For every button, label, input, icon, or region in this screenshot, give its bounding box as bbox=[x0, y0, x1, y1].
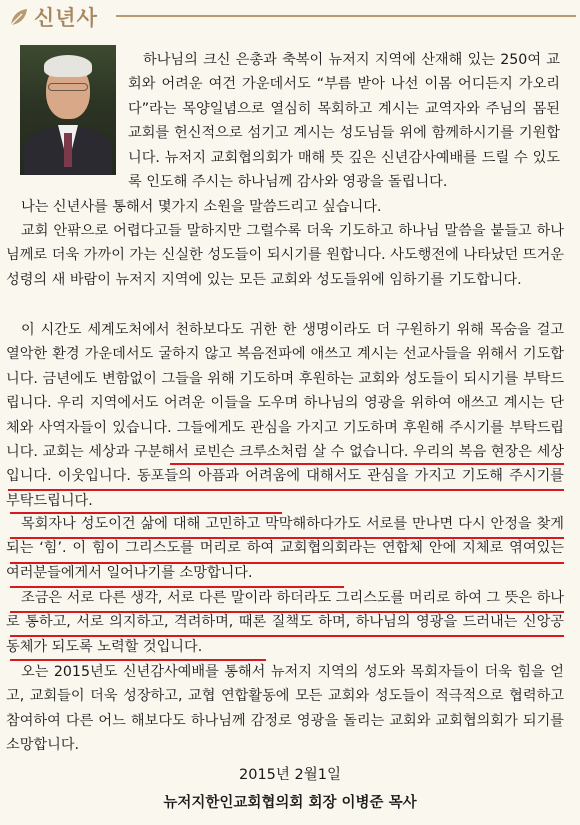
letter-date: 2015년 2월1일 bbox=[239, 767, 341, 783]
underline-mark bbox=[10, 537, 564, 539]
paragraph-community: 조금은 서로 다른 생각, 서로 다른 말이라 하더라도 그리스도를 머리로 하여 그 뜻은 하나로 통하고, 서로 의지하고, 격려하며, 때론 질책도 하며, 하나님의 영광을 드러내는 신앙공동체가 되도록 노력할 것입니다. bbox=[6, 590, 564, 655]
paragraph-prayer: 교회 안팎으로 어렵다고들 말하지만 그럴수록 더욱 기도하고 하나님 말씀을 붙들고 하나님께로 더욱 가까이 가는 신실한 성도들이 되시기를 원합니다. 사도행전에 나타났던 뜨거운 성령의 새 바람이 뉴저지 지역에 있는 모든 교회와 성도들위에 임하기를 기도합니다. bbox=[6, 223, 564, 288]
underline-mark bbox=[10, 512, 282, 514]
underline-mark bbox=[10, 562, 564, 564]
leaf-icon bbox=[8, 6, 30, 28]
underline-mark bbox=[170, 463, 564, 465]
underline-mark bbox=[10, 586, 344, 588]
header-divider bbox=[116, 15, 576, 17]
header bbox=[0, 0, 580, 34]
paragraph-missionaries: 이 시간도 세계도처에서 천하보다도 귀한 한 생명이라도 더 구원하기 위해 목숨을 걸고 열악한 환경 가운데서도 굴하지 않고 복음전파에 애쓰고 계시는 선교사들을 위해서 기도합니다. 금년에도 변함없이 그들을 위해 기도하며 후원하는 교회와 성도들이 되시기를 부탁드립니다. 우리 지역에서도 어려운 이들을 도우며 하나님의 영광을 위하여 애쓰고 계시는 단체와 사역자들이 있습니다. 그들에게도 관심을 가지고 기도하며 후원해 주시기를 부탁드립니다. 교회는 세상과 구분해서 로빈슨 크루소처럼 살 수 없습니다. 우리의 복음 현장은 세상입니다. 이웃입니다. 동포들의 아픔과 어려움에 대해서도 관심을 가지고 기도해 주시기를 부탁드립니다. bbox=[6, 322, 564, 509]
signature: 뉴저지한인교회협의회 회장 이병준 목사 bbox=[163, 795, 417, 811]
author-portrait bbox=[20, 45, 116, 175]
underline-mark bbox=[10, 659, 266, 661]
paragraph-strength: 목회자나 성도이건 삶에 대해 고민하고 막막해하다가도 서로를 만나면 다시 안정을 찾게 되는 ‘힘’. 이 힘이 그리스도를 머리로 하여 교회협의회라는 연합체 안에 지체로 엮여있는 여러분들에게서 일어나기를 소망합니다. bbox=[6, 516, 564, 581]
page-title: 신년사 bbox=[34, 6, 98, 30]
paragraph-greeting: 하나님의 크신 은총과 축복이 뉴저지 지역에 산재해 있는 250여 교회와 어려운 여건 가운데서도 “부름 받아 나선 이몸 어디든지 가오리다”라는 목양일념으로 열심히 목회하고 계시는 교역자와 주님의 몸된 교회를 헌신적으로 섬기고 계시는 성도님들 위에 함께하시기를 기원합니다. 뉴저지 교회협의회가 매해 뜻 깊은 신년감사예배를 드릴 수 있도록 인도해 주시는 하나님께 감사와 영광을 돌립니다. bbox=[128, 52, 560, 191]
paragraph-intro: 나는 신년사를 통해서 몇가지 소원을 말씀드리고 싶습니다. bbox=[21, 199, 382, 215]
paragraph-hope: 오는 2015년도 신년감사예배를 통해서 뉴저지 지역의 성도와 목회자들이 더욱 힘을 얻고, 교회들이 더욱 성장하고, 교협 연합활동에 모든 교회와 성도들이 적극적으로 협력하고 참여하여 다른 어느 해보다도 하나님께 감정로 영광을 돌리는 교회와 교회협의회가 되기를 소망합니다. bbox=[6, 664, 564, 754]
underline-mark bbox=[8, 489, 564, 491]
underline-mark bbox=[10, 635, 564, 637]
underline-mark bbox=[10, 611, 564, 613]
